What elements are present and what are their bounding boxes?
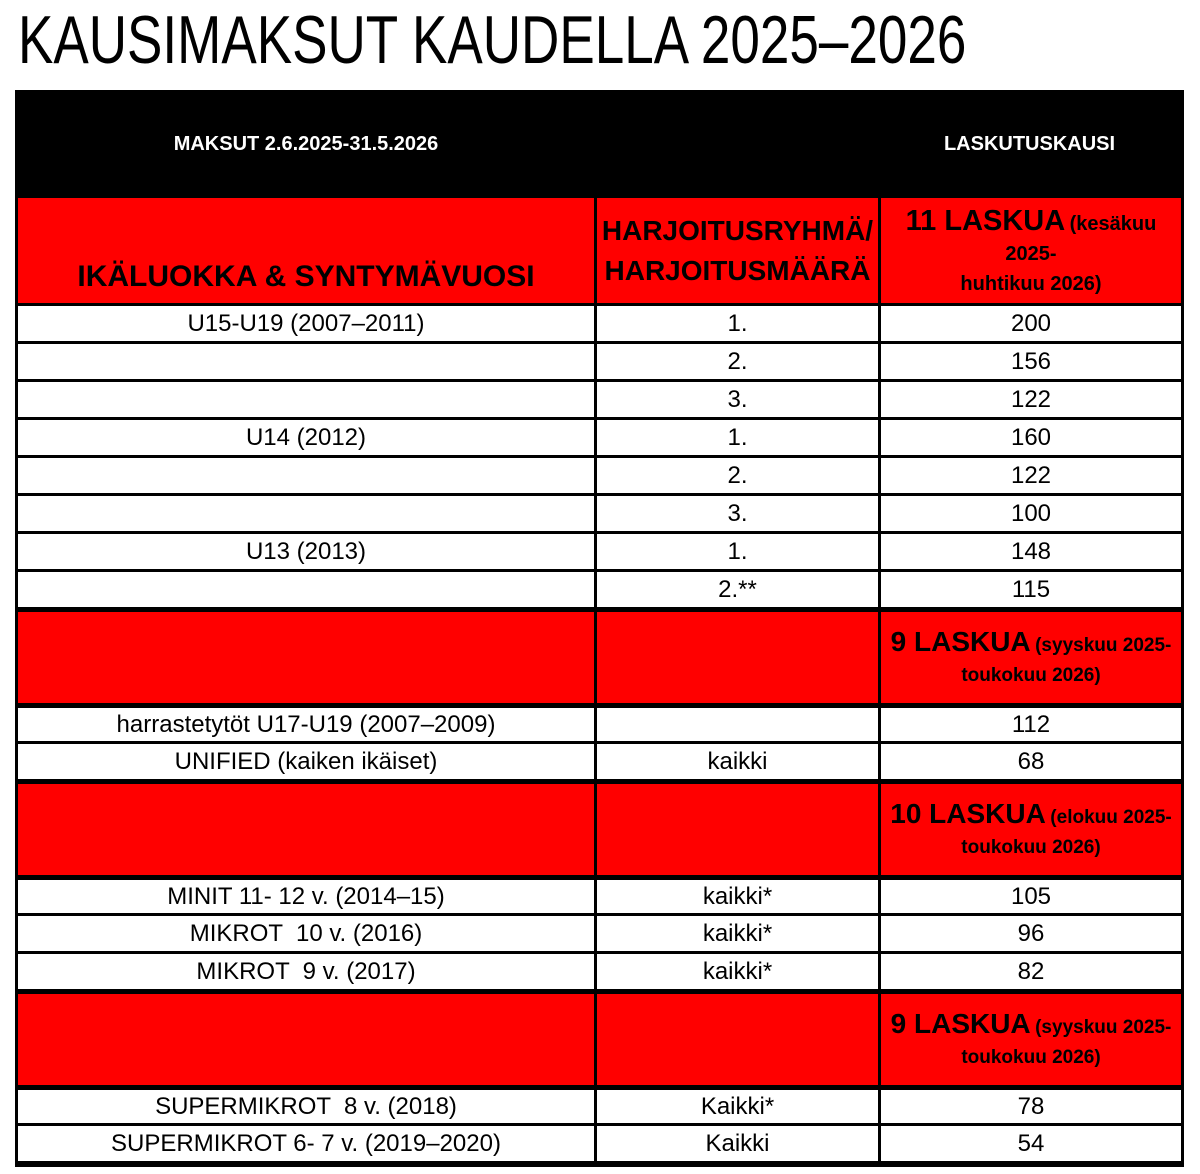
cell-price: 54 xyxy=(878,1126,1181,1161)
cell-price: 105 xyxy=(878,880,1181,913)
table-row xyxy=(18,531,1181,569)
banner-billing-period-label: LASKUTUSKAUSI xyxy=(943,132,1116,155)
cell-empty xyxy=(18,994,594,1085)
header-training-group-line1: HARJOITUSRYHMÄ/ xyxy=(601,214,874,246)
table-row xyxy=(18,569,1181,607)
cell-age-group xyxy=(18,382,594,417)
billing-count: 10 LASKUA xyxy=(890,798,1046,829)
billing-months-line2: toukokuu 2026) xyxy=(961,837,1101,858)
cell-age-group xyxy=(18,496,594,531)
cell-age-group: MIKROT 10 v. (2016) xyxy=(189,919,423,947)
table-row xyxy=(18,341,1181,379)
table-row xyxy=(18,703,1181,741)
cell-age-group xyxy=(18,572,594,607)
billing-months-line2: huhtikuu 2026) xyxy=(960,272,1102,295)
billing-text xyxy=(891,624,1172,691)
table-row xyxy=(18,303,1181,341)
cell-price: 122 xyxy=(878,382,1181,417)
cell-price: 115 xyxy=(878,572,1181,607)
cell-empty xyxy=(594,784,878,875)
cell-billing-period xyxy=(878,994,1181,1085)
section-row xyxy=(18,607,1181,703)
banner-row xyxy=(18,93,1181,195)
cell-price: 100 xyxy=(878,496,1181,531)
cell-training-group: 1. xyxy=(594,534,878,569)
cell-age-group xyxy=(18,458,594,493)
billing-months-line1: (elokuu 2025- xyxy=(1050,807,1172,828)
cell-training-group: 2. xyxy=(594,458,878,493)
cell-age-group: SUPERMIKROT 8 v. (2018) xyxy=(155,1092,457,1120)
billing-text xyxy=(887,203,1175,299)
cell-training-group: 1. xyxy=(594,420,878,455)
section-row xyxy=(18,989,1181,1085)
section-row xyxy=(18,779,1181,875)
table-row xyxy=(18,913,1181,951)
billing-months-line2: toukokuu 2026) xyxy=(961,665,1101,686)
table-row xyxy=(18,455,1181,493)
table-row xyxy=(18,1123,1181,1161)
cell-training-group: 2.** xyxy=(594,572,878,607)
cell-price: 112 xyxy=(878,708,1181,741)
cell-training-group: Kaikki xyxy=(594,1126,878,1161)
header-training-group-line2: HARJOITUSMÄÄRÄ xyxy=(604,254,871,286)
cell-age-group: UNIFIED (kaiken ikäiset) xyxy=(174,747,438,775)
billing-months-line1: (syyskuu 2025- xyxy=(1035,1017,1172,1038)
column-header-row xyxy=(18,195,1181,303)
cell-age-group: U14 (2012) xyxy=(245,423,367,451)
cell-price: 68 xyxy=(878,744,1181,779)
cell-empty xyxy=(594,612,878,703)
cell-price: 200 xyxy=(878,306,1181,341)
cell-training-group: 2. xyxy=(594,344,878,379)
cell-age-group: MIKROT 9 v. (2017) xyxy=(196,957,416,985)
cell-training-group: 3. xyxy=(594,382,878,417)
cell-training-group: 3. xyxy=(594,496,878,531)
billing-count: 9 LASKUA xyxy=(890,626,1031,657)
cell-billing-period xyxy=(878,784,1181,875)
cell-price: 82 xyxy=(878,954,1181,989)
header-training-group xyxy=(594,198,878,303)
billing-count: 11 LASKUA xyxy=(905,204,1066,237)
cell-empty xyxy=(18,612,594,703)
cell-price: 122 xyxy=(878,458,1181,493)
billing-months-line2: toukokuu 2026) xyxy=(961,1047,1101,1068)
billing-text xyxy=(890,796,1171,863)
cell-age-group: harrastetytöt U17-U19 (2007–2009) xyxy=(116,710,496,738)
table-row xyxy=(18,951,1181,989)
cell-training-group: kaikki xyxy=(594,744,878,779)
table-row xyxy=(18,493,1181,531)
cell-price: 78 xyxy=(878,1090,1181,1123)
cell-training-group: kaikki* xyxy=(594,880,878,913)
cell-age-group: MINIT 11- 12 v. (2014–15) xyxy=(167,882,445,910)
cell-age-group: U13 (2013) xyxy=(245,537,367,565)
cell-age-group xyxy=(18,344,594,379)
billing-count: 9 LASKUA xyxy=(890,1008,1031,1039)
banner-spacer xyxy=(594,93,878,195)
cell-price: 156 xyxy=(878,344,1181,379)
cell-empty xyxy=(594,994,878,1085)
header-age-group: IKÄLUOKKA & SYNTYMÄVUOSI xyxy=(77,260,535,293)
cell-price: 148 xyxy=(878,534,1181,569)
billing-months-line1: (kesäkuu 2025- xyxy=(1005,212,1157,265)
cell-age-group: U15-U19 (2007–2011) xyxy=(187,309,425,337)
cell-training-group: kaikki* xyxy=(594,916,878,951)
cell-training-group: 1. xyxy=(594,306,878,341)
cell-age-group: SUPERMIKROT 6- 7 v. (2019–2020) xyxy=(111,1129,501,1157)
banner-payments-label: MAKSUT 2.6.2025-31.5.2026 xyxy=(173,132,439,155)
cell-training-group: kaikki* xyxy=(594,954,878,989)
table-row xyxy=(18,417,1181,455)
cell-training-group xyxy=(594,708,878,741)
table-row xyxy=(18,875,1181,913)
header-billing-11 xyxy=(878,198,1181,303)
table-row xyxy=(18,741,1181,779)
cell-billing-period xyxy=(878,612,1181,703)
billing-text xyxy=(891,1006,1172,1073)
cell-empty xyxy=(18,784,594,875)
table-row xyxy=(18,1085,1181,1123)
cell-training-group: Kaikki* xyxy=(594,1090,878,1123)
cell-price: 160 xyxy=(878,420,1181,455)
cell-price: 96 xyxy=(878,916,1181,951)
page-title: KAUSIMAKSUT KAUDELLA 2025–2026 xyxy=(18,2,967,78)
fees-table xyxy=(15,90,1184,1167)
table-row xyxy=(18,379,1181,417)
billing-months-line1: (syyskuu 2025- xyxy=(1035,635,1172,656)
